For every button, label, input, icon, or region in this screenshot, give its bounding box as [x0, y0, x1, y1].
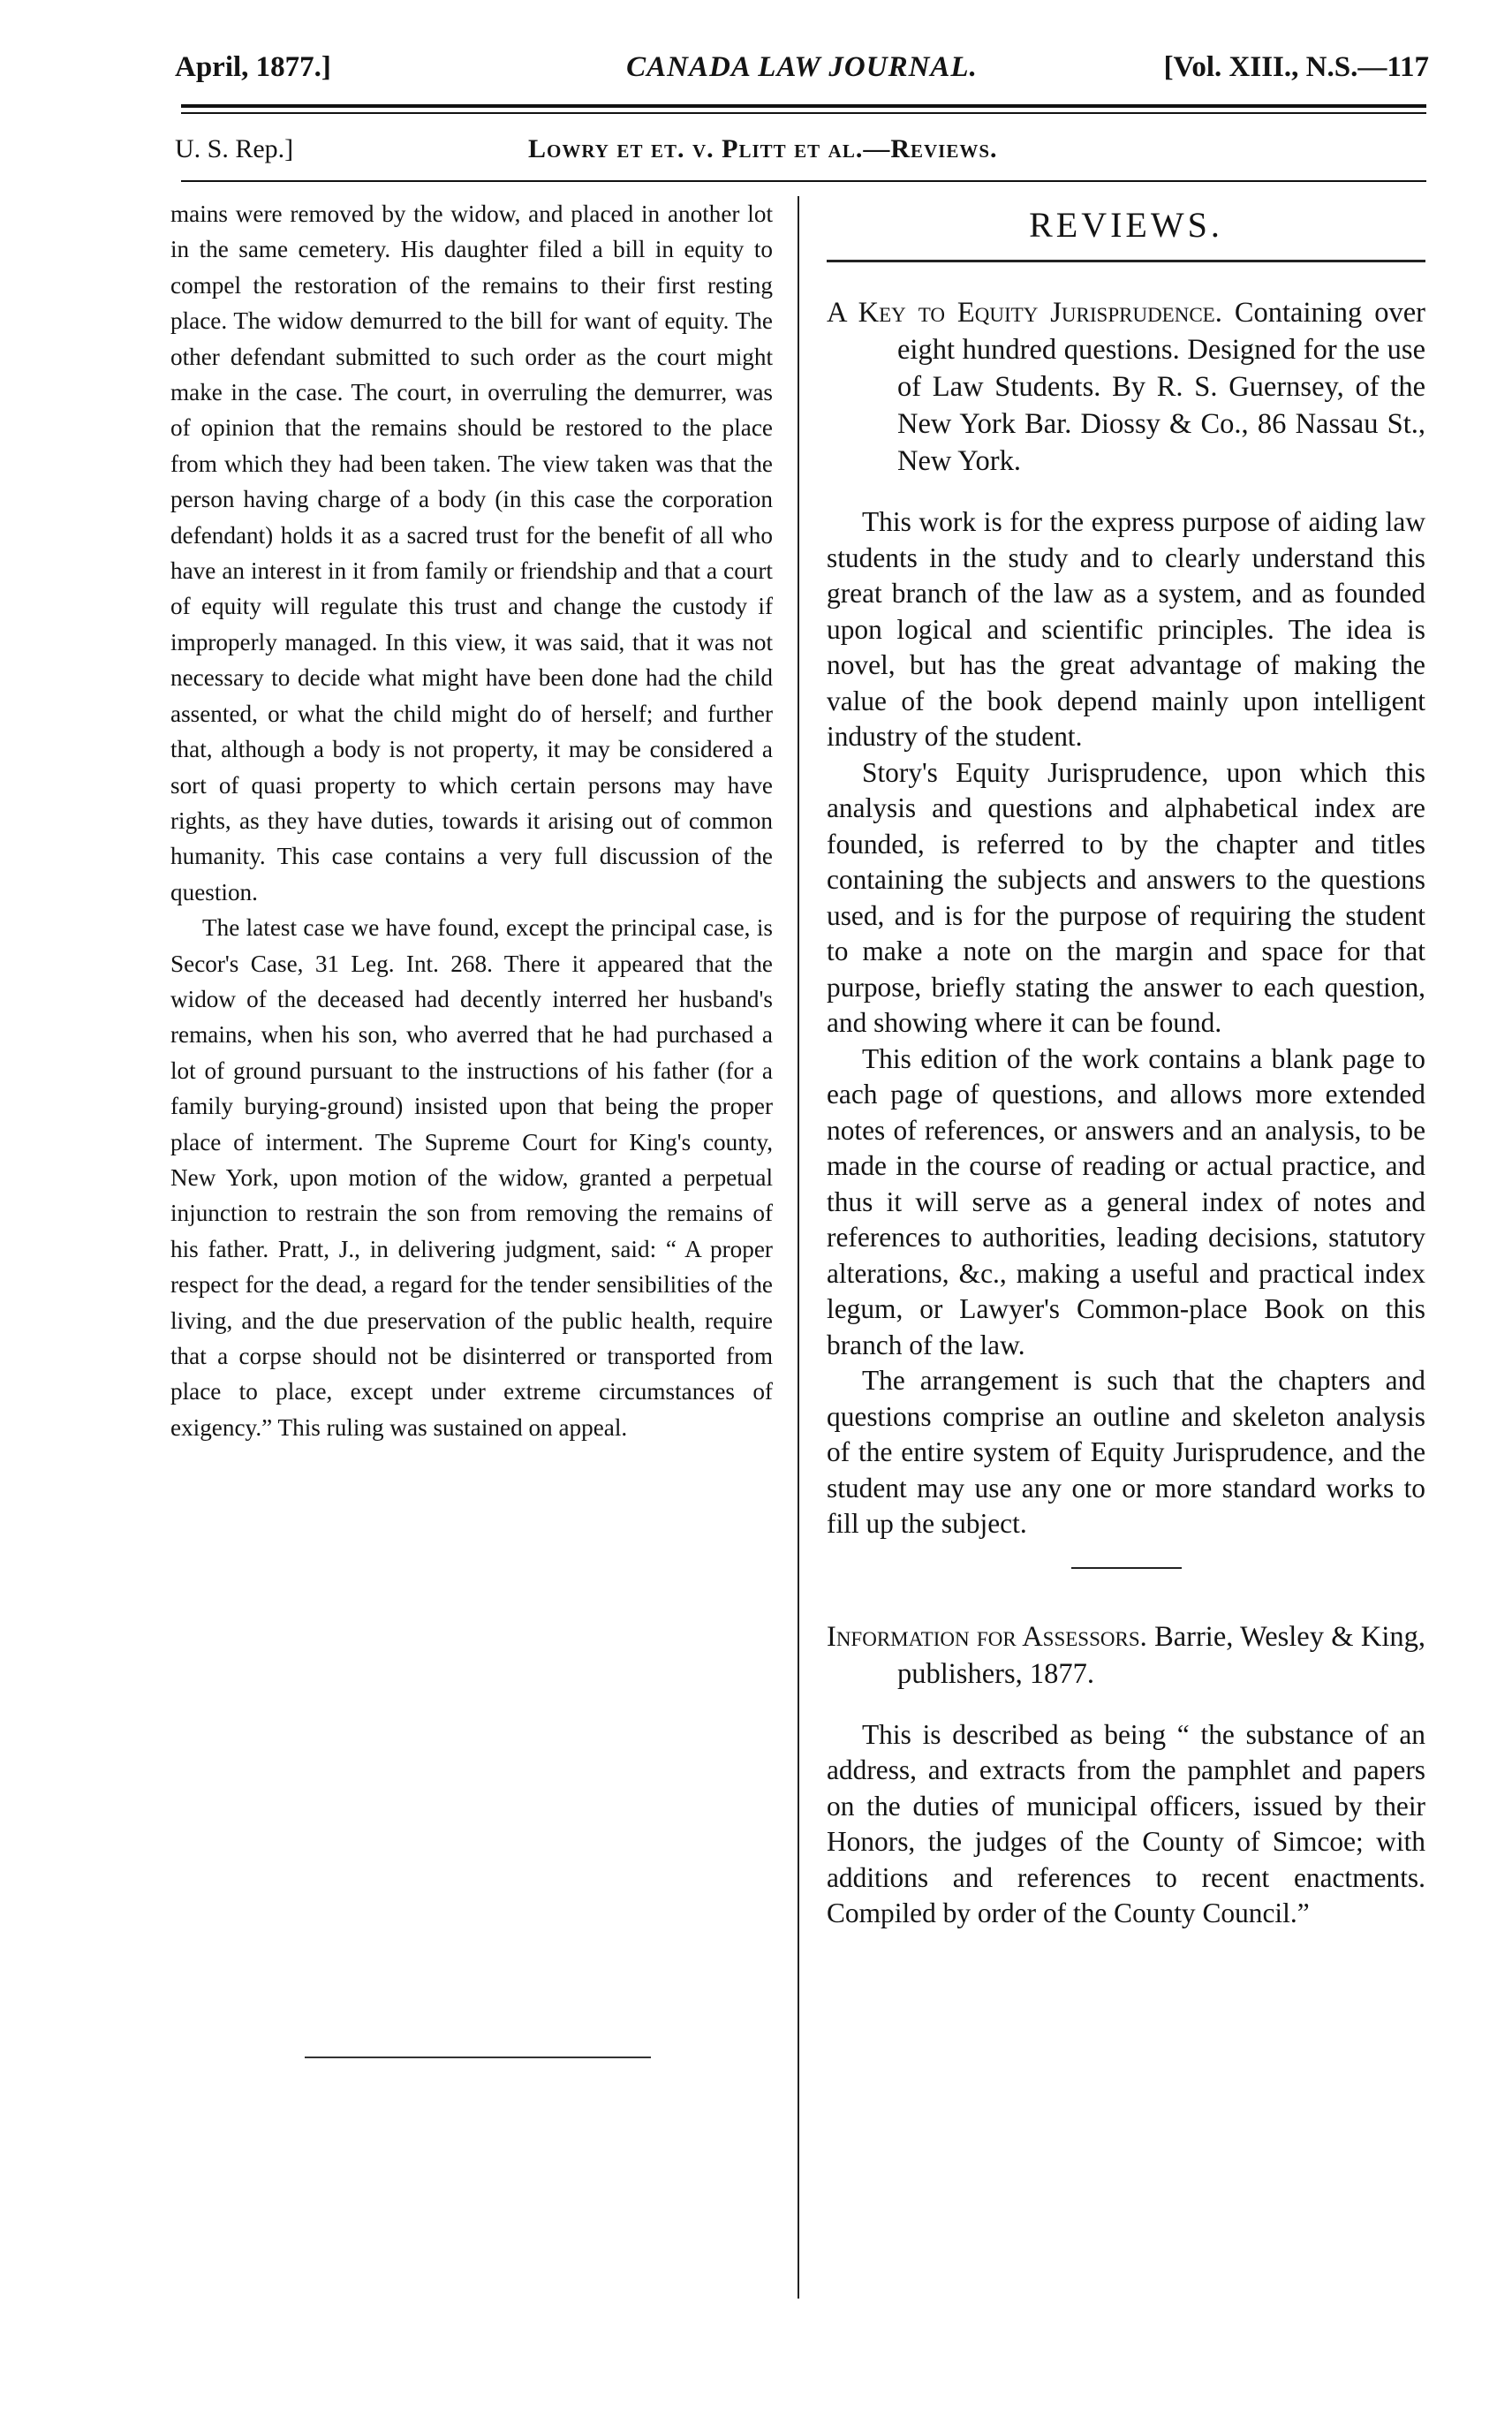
running-header — [175, 51, 1429, 95]
review-heading: A Key to Equity Jurisprudence. — [827, 297, 1222, 329]
review-paragraph: This work is for the express purpose of aiding law students in the study and to clearly understand this great branch of the law as a system, and as founded upon logical and scientific principles. The idea is novel, but has the great advantage of making the value of the book depend mainly upon intelligent industry of the student. — [827, 506, 1425, 752]
left-column — [170, 196, 773, 1445]
right-column — [827, 203, 1425, 1932]
reviews-title: REVIEWS. — [1029, 205, 1223, 245]
review-entry — [827, 294, 1425, 480]
review-entry — [827, 1618, 1425, 1693]
left-paragraph: mains were removed by the widow, and placed in another lot in the same cemetery. His daughter filed a bill in equity to compel the restoration of the remains to their first resting place. The widow demurred to the bill for want of equity. The other defendant submitted to such order as the court might make in the case. The court, in overruling the demurrer, was of opinion that the remains should be restored to the place from which they had been taken. The view taken was that the person having charge of a body (in this case the corporation defendant) holds it as a sacred trust for the benefit of all who have an interest in it from family or friendship and that a court of equity will regulate this trust and change the custody if improperly managed. In this view, it was said, that it was not necessary to decide what might have been done had the child assented, or what the child might do of herself; and further that, although a body is not property, it may be considered a sort of quasi property to which certain persons may have rights, as they have duties, towards it arising out of common humanity. This case contains a very full discussion of the question. — [170, 201, 773, 905]
header-rule-thick — [181, 104, 1426, 108]
header-volume: [Vol. XIII., N.S.—117 — [1163, 51, 1429, 83]
column-divider — [798, 196, 799, 2299]
review-citation: Containing over eight hundred questions. Designed for the use of Law Students. By R. S. Guernsey, of the New York Bar. Diossy & Co., 86 Nassau St., New York. — [897, 297, 1425, 477]
review-paragraph: Story's Equity Jurisprudence, upon which this analysis and questions and alphabetical index are founded, is referred to by the chapter and titles containing the subjects and answers to the questions used, and is for the purpose of requiring the student to make a note on the margin and space for that purpose, briefly stating the answer to each question, and showing where it can be found. — [827, 756, 1425, 1038]
review-citation: Barrie, Wesley & King, publishers, 1877. — [897, 1620, 1425, 1690]
reviews-title-rule — [827, 260, 1425, 262]
review-separator — [1071, 1567, 1182, 1569]
left-end-rule — [305, 2057, 651, 2058]
journal-title: CANADA LAW JOURNAL. — [626, 51, 978, 83]
report-label: U. S. Rep.] — [175, 134, 294, 163]
review-paragraph: This is described as being “ the substance of an address, and extracts from the pamphlet and papers on the duties of municipal officers, issued by their Honors, the judges of the County of Simcoe; with additions and references to recent enactments. Compiled by order of the County Council.” — [827, 1718, 1425, 1928]
review-paragraph: The arrangement is such that the chapters and questions comprise an outline and skeleton analysis of the entire system of Equity Jurisprudence, and the student may use any one or more standard works to fill up the subject. — [827, 1365, 1425, 1539]
case-title: Lowry et et. v. Plitt et al.—Reviews. — [528, 134, 998, 163]
header-date: April, 1877.] — [175, 51, 331, 83]
review-paragraph: This edition of the work contains a blank page to each page of questions, and allows more extended notes of references, or answers and an analysis, to be made in the course of reading or actual practice, and thus it will serve as a general index of notes and references to authorities, leading decisions, statutory alterations, &c., making a useful and practical index legum, or Lawyer's Common-place Book on this branch of the law. — [827, 1042, 1425, 1360]
review-heading: Information for Assessors. — [827, 1620, 1147, 1653]
subheader-rule — [181, 180, 1426, 182]
left-paragraph: The latest case we have found, except the principal case, is Secor's Case, 31 Leg. Int. 268. There it appeared that the widow of the deceased had decently interred her husband's remains, when his son, who averred that he had purchased a lot of ground pursuant to the instructions of his father (for a family burying-ground) insisted upon that being the proper place of interment. The Supreme Court for King's county, New York, upon motion of the widow, granted a perpetual injunction to restrain the son from removing the remains of his father. Pratt, J., in delivering judgment, said: “ A proper respect for the dead, a regard for the tender sensibilities of the living, and the due preservation of the public health, require that a corpse should not be disinterred or transported from place to place, except under extreme circumstances of exigency.” This ruling was sustained on appeal. — [170, 914, 773, 1441]
section-header — [175, 134, 1429, 173]
header-rule-thin — [181, 112, 1426, 114]
